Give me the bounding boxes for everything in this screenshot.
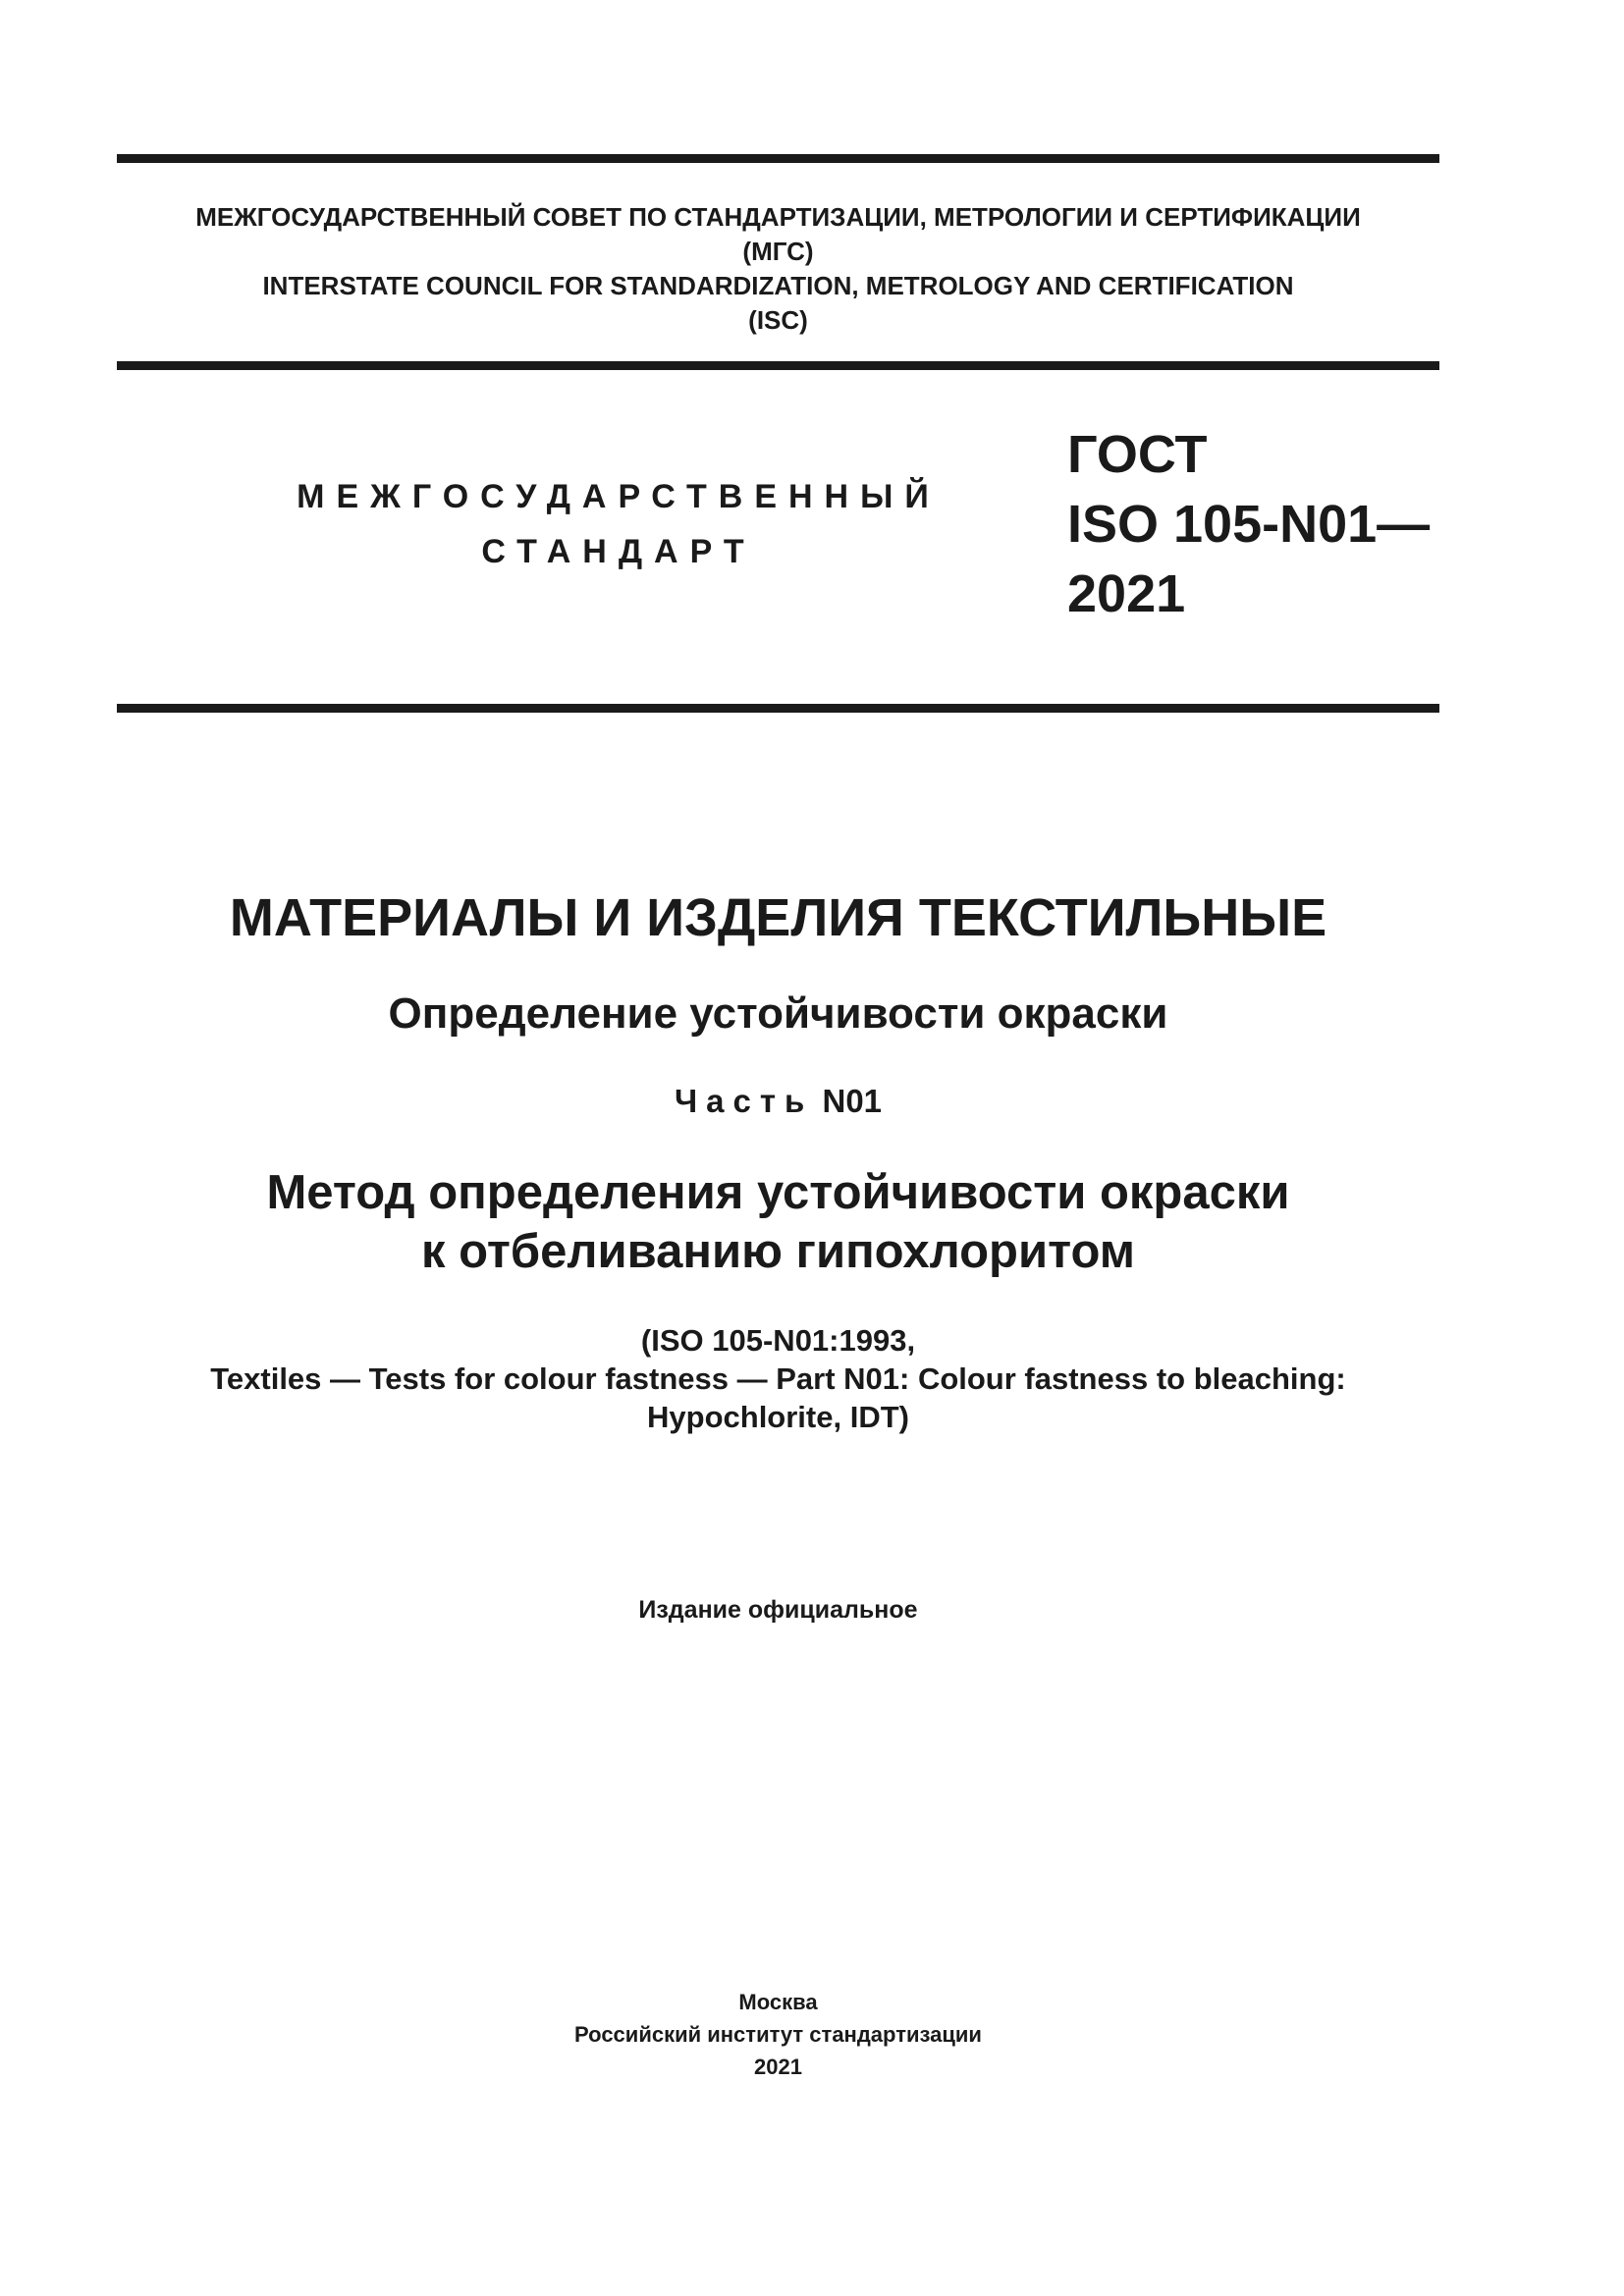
council-en-abbr: (ISC): [748, 305, 808, 335]
designation-line1: ГОСТ: [1067, 425, 1208, 484]
council-ru-abbr: (МГС): [742, 237, 814, 266]
edition-note: Издание официальное: [638, 1596, 918, 1624]
iso-reference: [117, 1321, 1439, 1436]
publisher-block: [117, 1986, 1439, 2083]
designation-line3: 2021: [1067, 564, 1186, 623]
iso-reference-line1: (ISO 105-N01:1993,: [640, 1323, 916, 1358]
header-bottom-rule: [117, 704, 1439, 713]
publisher-city: Москва: [738, 1990, 818, 2014]
iso-reference-line2: Textiles — Tests for colour fastness — Part N01: Colour fastness to bleaching:: [210, 1362, 1346, 1396]
publisher-year: 2021: [754, 2055, 802, 2079]
council-bottom-rule: [117, 361, 1439, 370]
council-en-name: INTERSTATE COUNCIL FOR STANDARDIZATION, METROLOGY AND CERTIFICATION: [262, 271, 1294, 300]
standard-kind: [295, 469, 943, 579]
part-heading: [117, 1080, 1439, 1123]
method-title-line2: к отбеливанию гипохлоритом: [421, 1225, 1135, 1278]
council-ru-name: МЕЖГОСУДАРСТВЕННЫЙ СОВЕТ ПО СТАНДАРТИЗАЦИИ, МЕТРОЛОГИИ И СЕРТИФИКАЦИИ: [195, 202, 1361, 232]
method-title-line1: Метод определения устойчивости окраски: [266, 1166, 1290, 1219]
top-rule: [117, 154, 1439, 163]
standard-kind-line2: СТАНДАРТ: [481, 533, 756, 570]
part-number: N01: [822, 1083, 883, 1119]
part-label: Часть: [674, 1083, 814, 1119]
council-block: [117, 200, 1439, 338]
standard-designation: [1067, 420, 1430, 629]
standard-kind-line1: МЕЖГОСУДАРСТВЕННЫЙ: [297, 478, 941, 515]
iso-reference-line3: Hypochlorite, IDT): [647, 1400, 909, 1434]
method-title: [117, 1163, 1439, 1281]
document-title: МАТЕРИАЛЫ И ИЗДЕЛИЯ ТЕКСТИЛЬНЫЕ: [229, 888, 1327, 947]
designation-line2: ISO 105-N01—: [1067, 495, 1431, 554]
publisher-institute: Российский институт стандартизации: [574, 2022, 982, 2047]
document-subtitle: Определение устойчивости окраски: [388, 989, 1168, 1038]
